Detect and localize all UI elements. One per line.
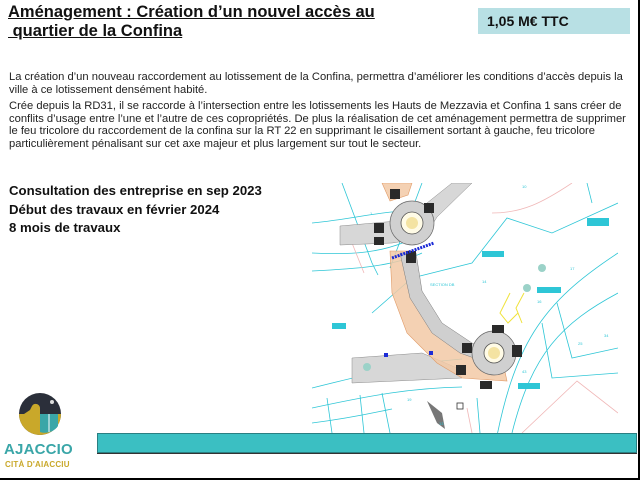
plan-label: 13 bbox=[439, 421, 444, 426]
plan-label: 1 bbox=[370, 211, 373, 216]
plan-label: 10 bbox=[522, 184, 527, 189]
description bbox=[9, 71, 629, 155]
description-paragraph: Crée depuis la RD31, il se raccorde à l’intersection entre les lotissements les Hauts de Mezzavia et Confina 1 sans créer de conflits d’usage entre l’une et l’autre de ces copropriétés. De plus la réalisation de cet aménagement permettra de supprimer le feu tricolore du raccordement de la confina sur la RT 22 en supprimant le cisaillement sortant à gauche, feu tricolore particulièrement pénalisant sur cet axe majeur et plus largement sur tout le secteur. bbox=[9, 100, 626, 150]
milestone-duration: 8 mois de travaux bbox=[9, 220, 121, 235]
road-plan-image bbox=[312, 183, 618, 433]
logo-subtitle: CITÀ D'AIACCIU bbox=[5, 460, 70, 469]
title-line-1: Aménagement : Création d’un nouvel accès au bbox=[8, 3, 375, 21]
milestone-consultation: Consultation des entreprise en sep 2023 bbox=[9, 183, 262, 198]
milestone-start: Début des travaux en février 2024 bbox=[9, 201, 220, 217]
cost-badge: 1,05 M€ TTC bbox=[478, 8, 630, 34]
title-line-2: quartier de la Confina bbox=[8, 22, 183, 40]
logo-name: AJACCIO bbox=[4, 441, 73, 458]
plan-label: 43 bbox=[522, 369, 527, 374]
plan-label: SECTION DB bbox=[430, 282, 455, 287]
description-paragraph: La création d’un nouveau raccordement au lotissement de la Confina, permettra d’améliorer les conditions d’accès depuis la ville à ce lotissement densément habité. bbox=[9, 71, 623, 96]
footer-accent-bar bbox=[97, 433, 637, 453]
plan-label: 16 bbox=[537, 299, 542, 304]
plan-label: 34 bbox=[604, 333, 609, 338]
milestones-list bbox=[9, 182, 262, 238]
plan-label: 17 bbox=[570, 266, 575, 271]
plan-label: 25 bbox=[578, 341, 583, 346]
plan-label: 14 bbox=[482, 279, 487, 284]
plan-label: 19 bbox=[407, 397, 412, 402]
slide-title bbox=[8, 3, 428, 41]
ajaccio-emblem-icon bbox=[18, 392, 62, 436]
